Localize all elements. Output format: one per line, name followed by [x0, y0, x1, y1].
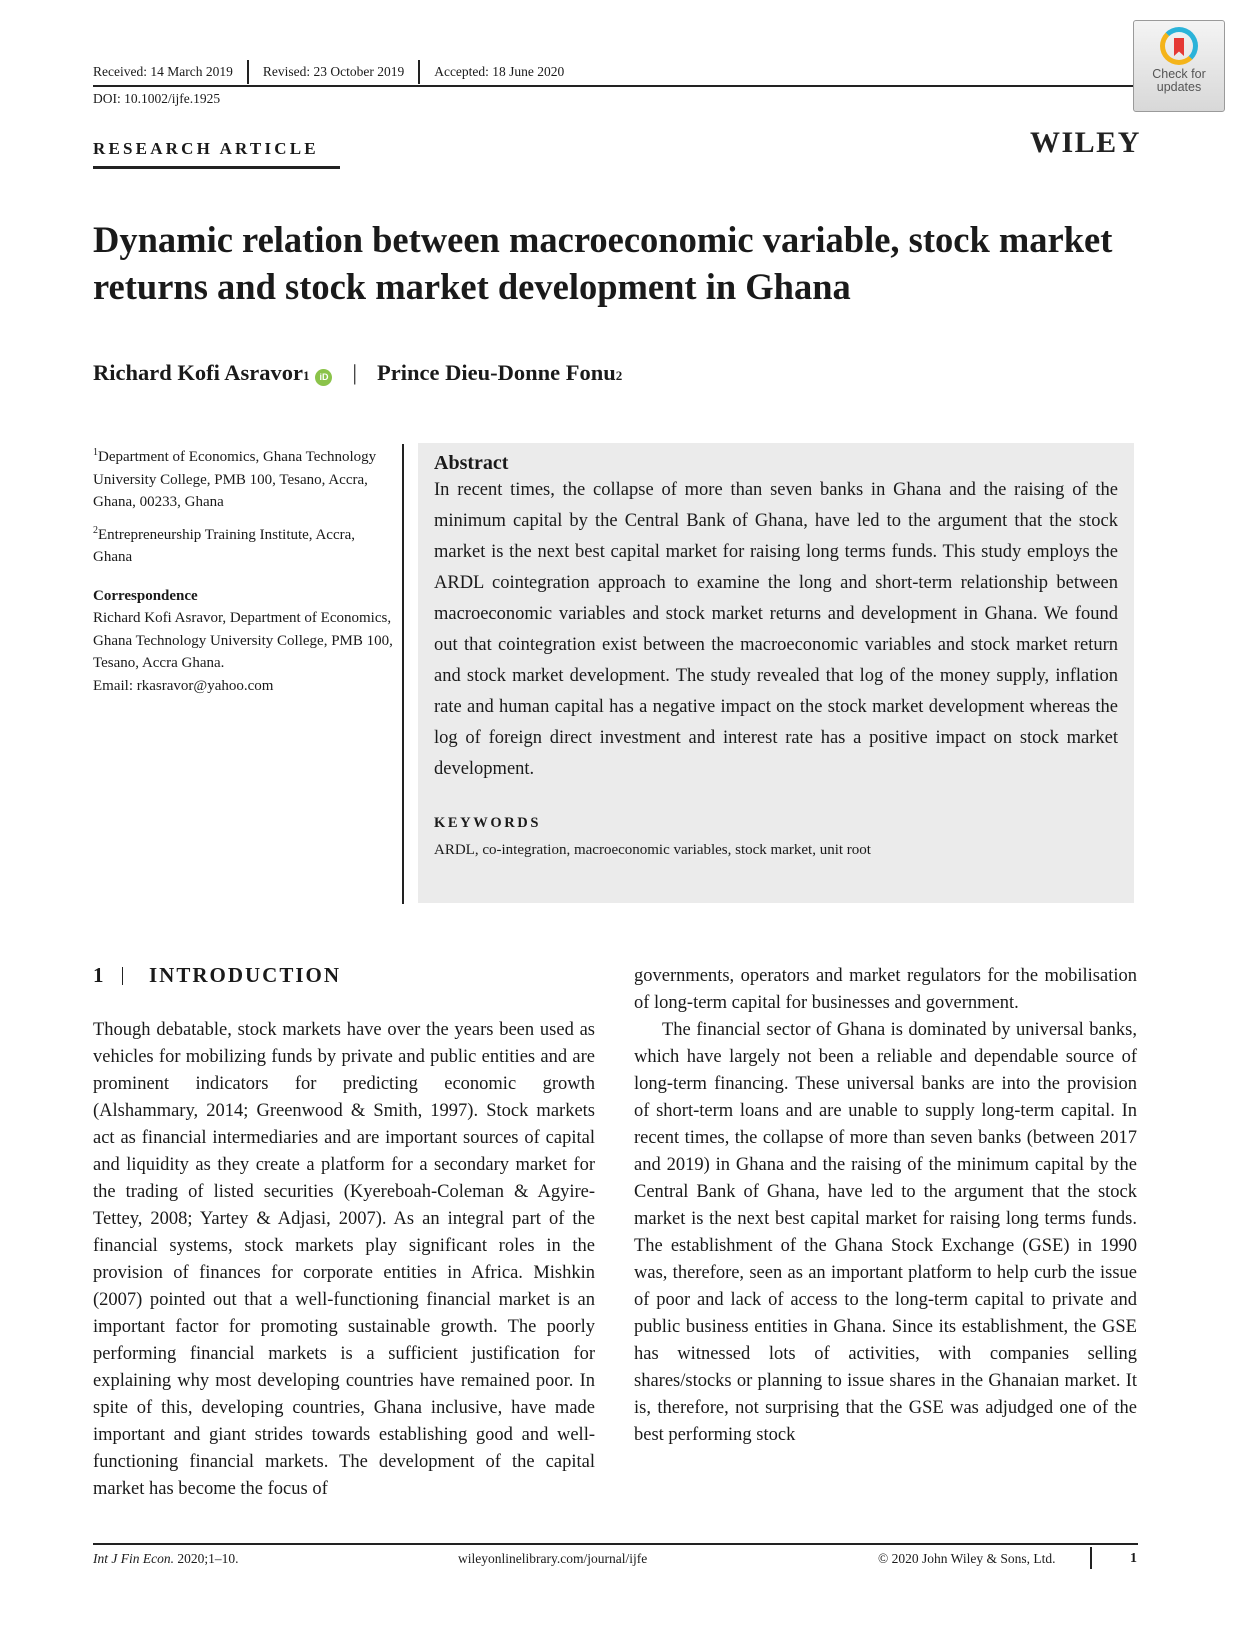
author-2[interactable]: Prince Dieu-Donne Fonu [377, 360, 616, 385]
copyright: © 2020 John Wiley & Sons, Ltd. [878, 1551, 1056, 1566]
column-divider [402, 444, 404, 904]
affiliation-2-marker: 2 [93, 524, 98, 536]
correspondence-email[interactable]: Email: rkasravor@yahoo.com [93, 677, 274, 694]
author-1-affiliation: 1 [302, 368, 310, 383]
abstract-text: In recent times, the collapse of more than seven banks in Ghana and the raising of the minimum capital by the Central Bank of Ghana, have led to the argument that the stock market is the next best capital market for raising long terms funds. This study employs the ARDL cointegration approach to examine the long and short-term relationship between macroeconomic variables and stock market returns and development in Ghana. We found out that cointegration exist between the macroeconomic variables and stock market return and stock market development. The study revealed that log of the money supply, inflation rate and human capital has a negative impact on the stock market development whereas the log of foreign direct investment and interest rate has a positive impact on stock market development. [434, 480, 1118, 779]
revised-date: Revised: 23 October 2019 [262, 64, 405, 79]
header-rule [93, 85, 1138, 87]
footer-divider [1090, 1547, 1092, 1569]
affiliation-2-text: Entrepreneurship Training Institute, Accra, Ghana [93, 526, 356, 565]
abstract-heading: Abstract [434, 452, 509, 474]
divider [418, 60, 420, 84]
journal-year-pages: 2020;1–10. [177, 1551, 239, 1566]
journal-abbrev: Int J Fin Econ. [93, 1551, 174, 1566]
affiliation-1-marker: 1 [93, 447, 98, 458]
author-2-affiliation: 2 [615, 368, 623, 383]
keywords-heading: KEYWORDS [434, 815, 542, 831]
article-title: Dynamic relation between macroeconomic variable, stock market returns and stock market development in Ghana [93, 219, 1113, 307]
article-history [93, 60, 564, 84]
author-separator: | [352, 360, 357, 385]
badge-label-line1: Check for [1152, 67, 1206, 81]
affiliation-2 [93, 520, 393, 569]
footer-citation [93, 1551, 239, 1567]
divider [247, 60, 249, 84]
correspondence-heading: Correspondence [93, 587, 198, 604]
journal-url[interactable]: wileyonlinelibrary.com/journal/ijfe [458, 1551, 648, 1566]
author-1[interactable]: Richard Kofi Asravor [93, 360, 303, 385]
publisher-logo: WILEY [1030, 126, 1141, 159]
body-paragraph: governments, operators and market regulators for the mobilisation of long-term capital for businesses and government. [634, 966, 1137, 1013]
check-for-updates-button[interactable] [1133, 20, 1225, 112]
badge-label-line2: updates [1156, 80, 1202, 94]
body-column-right [634, 963, 1137, 1449]
article-type-underline [93, 166, 340, 169]
bookmark-icon [1160, 27, 1198, 65]
page-number: 1 [1130, 1551, 1137, 1566]
body-paragraph: Though debatable, stock markets have over the years been used as vehicles for mobilizing funds by private and public entities and are prominent indicators for predicting economic growth (Alshammary, 2014; Greenwood & Smith, 1997). Stock markets act as financial intermediaries and are important sources of capital and liquidity as they create a platform for a secondary market for the trading of listed securities (Kyereboah-Coleman & Agyire-Tettey, 2008; Yartey & Adjasi, 2007). As an integral part of the financial systems, stock markets play significant roles in the provision of finances for corporate entities in Africa. Mishkin (2007) pointed out that a well-functioning financial market is an important factor for promoting sustainable growth. The poorly performing financial markets is a sufficient justification for explaining why most developing countries have remained poor. In spite of this, developing countries, Ghana inclusive, have made important and giant strides towards establishing good and well-functioning financial markets. The development of the capital market has become the focus of [93, 1020, 595, 1499]
accepted-date: Accepted: 18 June 2020 [434, 64, 565, 79]
section-heading [93, 963, 341, 988]
article-type: RESEARCH ARTICLE [93, 139, 319, 158]
affiliation-1-text: Department of Economics, Ghana Technology University College, PMB 100, Tesano, Accra, Ghana, 00233, Ghana [93, 449, 377, 510]
footer-rule [93, 1543, 1138, 1545]
section-divider [122, 967, 124, 985]
doi[interactable]: DOI: 10.1002/ijfe.1925 [93, 91, 221, 106]
section-number: 1 [93, 963, 106, 987]
affiliation-1 [93, 442, 393, 514]
orcid-icon[interactable]: iD [315, 369, 332, 386]
body-paragraph: The financial sector of Ghana is dominated by universal banks, which have largely not been a reliable and dependable source of long-term financing. These universal banks are into the provision of short-term loans and are unable to supply long-term capital. In recent times, the collapse of more than seven banks (between 2017 and 2019) in Ghana and the raising of the minimum capital by the Central Bank of Ghana, have led to the argument that the stock market is the next best capital market for raising long terms funds. The establishment of the Ghana Stock Exchange (GSE) in 1990 was, therefore, seen as an important platform to help curb the issue of poor and lack of access to the long-term capital to private and public business entities in Ghana. Since its establishment, the GSE has witnessed lots of activities, with companies selling shares/stocks or planning to issue shares in the Ghanaian market. It is, therefore, not surprising that the GSE was adjudged one of the best performing stock [634, 1020, 1137, 1445]
abstract-box [418, 443, 1134, 903]
keywords-list: ARDL, co-integration, macroeconomic variables, stock market, unit root [434, 842, 871, 858]
section-title: INTRODUCTION [149, 963, 342, 987]
author-list [93, 360, 622, 386]
received-date: Received: 14 March 2019 [93, 64, 233, 79]
correspondence-address: Richard Kofi Asravor, Department of Economics, Ghana Technology University College, PMB 100, Tesano, Accra Ghana. [93, 610, 393, 671]
affiliations [93, 442, 393, 697]
